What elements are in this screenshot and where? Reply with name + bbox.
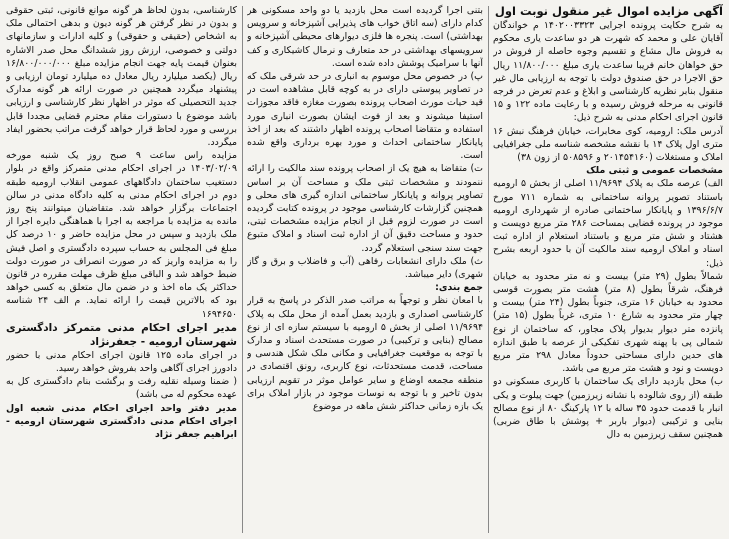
auction-details-paragraph: مزایده راس ساعت ۹ صبح روز یک شنبه مورخه ۱۴۰۳/۰۲/۰۹ در اجرای احکام مدنی متمرکز واقع در بلوار دستغیب ساختمان دادگاههای عمومی انقلاب ارومیه طبقه دوم در اجرای احکام مدنی به کلیه دادگاه مدنی در سالن اجتماعات برگزار خواهد شد. متقاضیان میتوانند پنج روز مانده به مزایده با مراجعه به اجرا با هماهنگی دایره اجرا از ملک بازدید و سپس در محل مزایده حاضر و ۱۰ درصد کل مبلغ فی المجلس به حساب سپرده دادگستری و اصل فیش را به مزایده واریز که در صورت انصراف در صورت دولت ضبط خواهد شد و الباقی مبلغ ظرف مهلت مقرره در قانون حداکثر یک ماه اخذ و در ضمن مال متعلق به کسی خواهد بود که بالاترین قیمت را ارائه نماید. م الف ۲۴ شناسه ۱۶۹۴۶۵۰ <box>6 150 237 320</box>
notice-column-2 <box>247 4 483 535</box>
column-divider <box>242 6 243 533</box>
section-heading-registration: مشخصات عمومی و ثبتی ملک <box>586 165 723 177</box>
article-125-paragraph: در اجرای ماده ۱۲۵ قانون اجرای احکام مدنی با حضور دادورز اجرای آگاهی واحد بفروش خواهد رسید. <box>6 349 237 375</box>
property-address: آدرس ملک: ارومیه، کوی مخابرات، خیابان فرهنگ نبش ۱۶ متری اول پلاک ۱۴ با نقشه مشخصه شناسه ملی جغرافیایی املاک و مستغلات (۲۰۱۴۵۴۱۶۰ و ۵۰۸۵۹۶ از زون ۳۸) <box>493 125 723 164</box>
notice-title: آگهی مزایده اموال غیر منقول نوبت اول <box>494 4 723 18</box>
summary-paragraph: با امعان نظر و توجهاً به مراتب صدر الذکر در پاسخ به قرار کارشناسی اصداری و بازدید بعمل آمده از محل ملک به پلاک ۱۱/۹۶۹۴ اصلی از بخش ۵ ارومیه با سیستم سازه ای از نوع مصالح (بنایی و ترکیبی) در صورت مستحدث اسناد و مدارک با توجه به موقعیت جغرافیایی و مکانی ملک شکل هندسی و مساحت، قدمت مستحدثات، نوع کاربری، رونق اقتصادی در منطقه مجمعه اوضاع و سایر عوامل موثر در تقویم ارزیابی بدون تاخیر و با توجه به نوسات موجود در بازار املاک برای یک بازه زمانی حداکثر شش ماهه در موضوع <box>247 295 483 413</box>
column-divider <box>488 6 489 533</box>
storage-description-paragraph: پ) در خصوص محل موسوم به انباری در حد شرقی ملک که در تصاویر پیوستی دارای در به کوچه قابل مشاهده است در قید حیات مورث اصحاب پرونده بصورت مغازه فاقد مجوزات استیفا میشوند و بعد از فوت ایشان بصورت انباری مورد استفاده و متقاضا اصحاب پرونده اظهار داشتند که بعد از اخذ پایانکار ساختمانی احداث و مورد بهره برداری واقع شده است. <box>247 71 483 162</box>
building-description-paragraph: ب) محل بازدید دارای یک ساختمان با کاربری مسکونی دو طبقه (از روی شالوده با نشانه زیرزمین) جهت پیلوت و یکی انبار با قدمت حدود ۳۵ ساله با ۱۲ پارکینگ ۸۰ از نوع مصالح بنایی و ترکیبی (دیوار باربر + پوشش با طاق ضربی) همچنین سقف زیرزمین به دال <box>493 376 723 441</box>
notice-column-1 <box>493 4 723 535</box>
property-area-paragraph: الف) عرصه ملک به پلاک ۱۱/۹۶۹۴ اصلی از بخش ۵ ارومیه باستناد تصویر پروانه ساختمانی به شماره ۷۱۱ مورخ ۱۳۹۶/۶/۷ و پایانکار ساختمانی صادره از شهرداری ارومیه موجود در پرونده قضایی بمساحت ۲۸۶ متر مربع دویست و هشتاد و شش متر مربع و باستناد استعلام از اداره ثبت اسناد و املاک ارومیه سند مالکیت آن با حدود اربعه بشرح ذیل: <box>493 178 723 269</box>
notice-column-3 <box>6 4 237 535</box>
ownership-note-paragraph: ت) متقاضا به هیچ یک از اصحاب پرونده سند مالکیت را ارائه ننمودند و مشخصات ثبتی ملک و مساحت آن بر اساس تصاویر پروانه و پایانکار ساختمانی اندازه گیری های محلی و همچنین گزارشات کارشناسی موجود در پرونده کتابت گردیده است در صورت لزوم قبل از انجام مزایده مشخصات ثبتی، حدود و مساحت دقیق آن از اداره ثبت اسناد و املاک متبوع جهت سند سنجی استعلام گردد. <box>247 163 483 254</box>
signature-director: مدیر اجرای احکام مدنی متمرکز دادگستری شهرستان ارومیه - جعفرنژاد <box>6 321 237 348</box>
property-boundaries-paragraph: شمالاً بطول (۲۹ متر) بیست و نه متر محدود به خیابان فرهنگ، شرقاً بطول (۸ متر) هشت متر بصورت قوسی محدود به خیابان ۱۶ متری، جنوباً بطول (۲۴ متر) بیست و چهار متر محدود به شارع ۱۰ متری، غرباً بطول (۱۵ متر) پانزده متر دیوار بدیوار پلاک مجاور، که ساختمان از نوع شمالی پی با پهنه شهری تفکیکی از عرصه با طبق اندازه های حدین دارای مساحتی حدوداً معادل ۲۹۸ متر مربع دویست و نود و هشت متر مربع می باشد. <box>493 270 723 375</box>
utilities-paragraph: ث) ملک دارای انشعابات رفاهی (آب و فاضلاب و برق و گاز شهری) دایر میباشد. <box>247 255 483 281</box>
transport-note: ( ضمنا وسیله نقلیه رفت و برگشت بنام دادگستری کل به عهده محکوم له می باشد) <box>6 376 237 401</box>
signature-office-manager: مدیر دفتر واحد اجرای احکام مدنی شعبه اول اجرای احکام مدنی دادگستری شهرستان ارومیه - ابراهیم جعفر نژاد <box>6 402 237 441</box>
units-description-paragraph: بتنی اجرا گردیده است محل بازدید یا دو واحد مسکونی هر کدام دارای (سه اتاق خواب های پذیرایی آشپزخانه و سرویس بهداشتی) است. پنجره ها فلزی دیوارهای محیطی آشپزخانه و سرویسهای بهداشتی در حد متعارف و نرمال کاشیکاری و کف آنها با سرامیک پوشش داده شده است. <box>247 5 483 69</box>
valuation-paragraph: کارشناسی، بدون لحاظ هر گونه موانع قانونی، ثبتی حقوقی و بدون در نظر گرفتن هر گونه دیون و بدهی احتمالی ملک به اشخاص (حقیقی و حقوقی) و کلیه ادارات و سازمانهای دولتی و خصوصی، ارزش روز ششدانگ محل صدر الاشاره بعنوان قیمت پایه جهت انجام مزایده مبلغ ۱۶/۸۰۰/۰۰۰/۰۰۰ ریال (یکصد میلیارد ریال معادل ده میلیارد تومان ارزیابی و پیشنهاد میگردد همچنین در صورت ارائه هر گونه مدارک جدید التحصیلی که موثر در اظهار نظر کارشناسی و ارزیابی باشد موضوع با دستورات مقام محترم قضایی مجددا قابل بررسی و مورد لحاظ قرار خواهد گرفت مراتب بحضور ایفاد میگردد. <box>6 5 237 149</box>
summary-heading: جمع بندی: <box>435 282 483 294</box>
intro-paragraph: به شرح حکایت پرونده اجرایی ۱۴۰۲۰۰۳۳۲۳ م خواندگان آقایان علی و محمد که شهرت هر دو ساعدت یاری محکوم به فروش مال مشاع و تقسیم وجوه حاصله از فروش در حق خواهان خانم فریبا ساعدت یاری مبلغ ۱۱/۸۰۰/۰۰۰ ریال حق الاجرا در حق صندوق دولت با توجه به ارزیابی مال غیر منقول بنابر نظریه کارشناسی و ابلاغ و عدم تعرض در فرجه قانونی به مرحله فروش رسیده و با رعایت ماده ۱۲۲ و ۱۵ قانون اجرای احکام مدنی به شرح ذیل: <box>493 20 723 124</box>
